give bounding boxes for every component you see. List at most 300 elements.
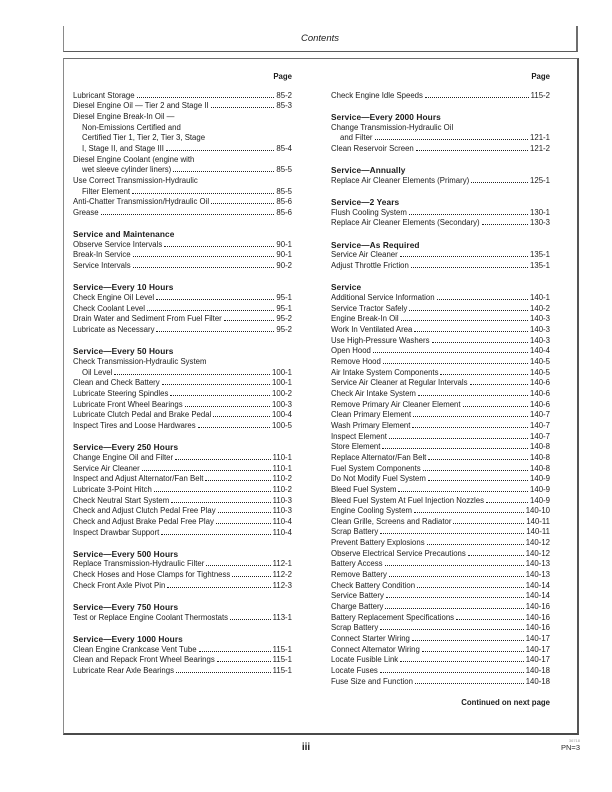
toc-entry-page: 85-6 (276, 197, 292, 207)
dot-leader (416, 149, 528, 151)
toc-entry-page: 135-1 (530, 261, 550, 271)
toc-entry-page: 110-4 (272, 527, 292, 537)
dot-leader (409, 309, 528, 311)
toc-entry (331, 378, 550, 389)
toc-entry (331, 410, 550, 421)
toc-entry-title: Check Hoses and Hose Clamps for Tightness (73, 570, 231, 580)
toc-entry-page: 113-1 (272, 612, 292, 622)
toc-blocks-left (73, 91, 292, 677)
toc-entry-title: Inspect and Adjust Alternator/Fan Belt (73, 474, 204, 484)
toc-section (331, 282, 550, 687)
dot-leader (171, 501, 270, 503)
toc-entry-title: Clean Grille, Screens and Radiator (331, 516, 452, 526)
toc-entry (73, 155, 292, 166)
toc-entry-page: 95-2 (276, 314, 292, 324)
toc-entry-title: Diesel Engine Coolant (engine with (73, 154, 195, 164)
toc-entry-page: 140-18 (525, 666, 550, 676)
toc-entry-title: Connect Starter Wiring (331, 634, 410, 644)
toc-entry-page: 112-1 (272, 559, 292, 569)
dot-leader (389, 575, 524, 577)
toc-entry (73, 389, 292, 400)
toc-entry-title: Service Battery (331, 591, 384, 601)
toc-entry (331, 464, 550, 475)
toc-entry-page: 140-6 (530, 388, 550, 398)
toc-entry-page: 140-13 (525, 570, 550, 580)
toc-entry-title: Check and Adjust Clutch Pedal Free Play (73, 506, 216, 516)
toc-entry-page: 140-7 (530, 420, 550, 430)
toc-entry-page: 121-2 (530, 143, 550, 153)
toc-entry-title: Test or Replace Engine Coolant Thermostats (73, 612, 229, 622)
toc-entry (331, 517, 550, 528)
toc-blocks-right (331, 91, 550, 688)
print-micro-code: 36718 (568, 738, 580, 743)
toc-entry (73, 485, 292, 496)
section-heading: Service—Every 250 Hours (73, 442, 179, 453)
toc-entry (73, 613, 292, 624)
dot-leader (401, 319, 528, 321)
dot-leader (132, 192, 274, 194)
dot-leader (385, 607, 523, 609)
toc-section (331, 91, 550, 102)
toc-section (73, 282, 292, 335)
dot-leader (471, 181, 528, 183)
toc-entry-page: 140-9 (530, 474, 550, 484)
toc-entry-title: Locate Fusible Link (331, 655, 399, 665)
toc-entry-title: Use Correct Transmission-Hydraulic (73, 175, 198, 185)
toc-entry (331, 421, 550, 432)
toc-entry-title: Inspect Drawbar Support (73, 527, 160, 537)
dot-leader (156, 330, 274, 332)
toc-entry-title: Replace Alternator/Fan Belt (331, 452, 427, 462)
toc-entry-page: 85-4 (276, 143, 292, 153)
toc-entry-title: Locate Fuses (331, 666, 378, 676)
dot-leader (211, 106, 275, 108)
toc-entry (331, 304, 550, 315)
dot-leader (161, 533, 270, 535)
toc-entry-page: 95-2 (276, 325, 292, 335)
dot-leader (422, 650, 524, 652)
toc-entry-page: 140-2 (530, 303, 550, 313)
toc-entry-page: 100-1 (272, 367, 292, 377)
dot-leader (380, 532, 524, 534)
toc-entry-title: Lubricant Storage (73, 90, 135, 100)
toc-entry-title: Check Neutral Start System (73, 495, 170, 505)
toc-entry-page: 140-8 (530, 452, 550, 462)
page-header (63, 26, 578, 52)
toc-entry (73, 506, 292, 517)
toc-entry-page: 110-3 (272, 506, 292, 516)
toc-entry (331, 602, 550, 613)
toc-entry-title: Service Tractor Safely (331, 303, 408, 313)
toc-section (73, 442, 292, 538)
toc-entry-title: Scrap Battery (331, 527, 379, 537)
toc-entry-title: Check Engine Idle Speeds (331, 90, 423, 100)
toc-entry-page: 140-9 (530, 484, 550, 494)
toc-entry-page: 140-3 (530, 335, 550, 345)
toc-entry (73, 655, 292, 666)
page-number: iii (301, 742, 311, 753)
toc-entry-page: 140-5 (530, 356, 550, 366)
toc-entry (73, 400, 292, 411)
toc-entry-page: 140-17 (525, 655, 550, 665)
toc-entry-title: Service Intervals (73, 261, 131, 271)
toc-entry (331, 250, 550, 261)
dot-leader (428, 479, 528, 481)
dot-leader (412, 639, 524, 641)
toc-entry-title: Store Element (331, 442, 381, 452)
toc-column-right (331, 72, 550, 709)
toc-entry-title: Air Intake System Components (331, 367, 439, 377)
toc-entry-title: Lubricate Steering Spindles (73, 388, 169, 398)
dot-leader (114, 373, 270, 375)
dot-leader (432, 341, 529, 343)
toc-entry-page: 140-11 (526, 527, 550, 537)
toc-entry-page: 115-2 (530, 90, 550, 100)
dot-leader (482, 223, 528, 225)
toc-entry (331, 527, 550, 538)
page-column-label: Page (531, 72, 550, 81)
toc-entry-title: Open Hood (331, 346, 371, 356)
toc-entry (331, 389, 550, 400)
toc-entry-page: 85-5 (276, 186, 292, 196)
dot-leader (380, 628, 523, 630)
toc-entry (73, 133, 292, 144)
toc-entry-page: 140-12 (525, 548, 550, 558)
toc-entry-title: Grease (73, 207, 99, 217)
toc-entry-title: Fuel System Components (331, 463, 421, 473)
toc-entry-title: Drain Water and Sediment From Fuel Filter (73, 314, 222, 324)
toc-section (73, 602, 292, 623)
toc-section (331, 165, 550, 186)
toc-entry-page: 140-11 (526, 516, 550, 526)
toc-entry (73, 293, 292, 304)
dot-leader (164, 245, 274, 247)
toc-entry-title: Wash Primary Element (331, 420, 411, 430)
dot-leader (412, 426, 528, 428)
toc-entry-page: 90-1 (276, 250, 292, 260)
toc-entry (331, 144, 550, 155)
toc-entry-title: Diesel Engine Break-In Oil — (73, 111, 175, 121)
toc-section (331, 112, 550, 155)
toc-section (73, 549, 292, 592)
toc-entry-page: 130-1 (530, 207, 550, 217)
dot-leader (156, 298, 274, 300)
dot-leader (133, 255, 275, 257)
section-heading: Service—Every 1000 Hours (73, 634, 183, 645)
toc-entry-title: Lubricate Front Wheel Bearings (73, 399, 183, 409)
toc-entry-page: 110-2 (272, 484, 292, 494)
dot-leader (147, 309, 274, 311)
toc-entry-page: 135-1 (530, 250, 550, 260)
dot-leader (375, 138, 529, 140)
toc-entry-page: 140-4 (530, 346, 550, 356)
toc-entry-title: Bleed Fuel System (331, 484, 397, 494)
toc-entry-title: Use High-Pressure Washers (331, 335, 430, 345)
dot-leader (440, 373, 528, 375)
dot-leader (386, 596, 524, 598)
toc-entry-title: Adjust Throttle Friction (331, 261, 409, 271)
toc-entry-title: Fuse Size and Function (331, 676, 413, 686)
toc-entry-page: 100-3 (272, 399, 292, 409)
dot-leader (142, 469, 271, 471)
dot-leader (185, 405, 270, 407)
toc-entry-title: Non-Emissions Certified and (82, 122, 181, 132)
toc-entry-page: 121-1 (530, 133, 550, 143)
dot-leader (162, 383, 270, 385)
toc-entry (331, 623, 550, 634)
toc-entry-page: 95-1 (276, 303, 292, 313)
toc-entry-title: Lubricate as Necessary (73, 325, 155, 335)
toc-entry-title: Clean Primary Element (331, 410, 412, 420)
dot-leader (428, 458, 528, 460)
toc-entry-title: Bleed Fuel System At Fuel Injection Nozzles (331, 495, 484, 505)
toc-entry-title: Scrap Battery (331, 623, 379, 633)
toc-entry-page: 140-5 (530, 367, 550, 377)
toc-entry (73, 570, 292, 581)
toc-entry (73, 474, 292, 485)
toc-entry (331, 176, 550, 187)
toc-entry-page: 140-8 (530, 463, 550, 473)
toc-entry-title: Inspect Element (331, 431, 387, 441)
toc-entry-title: Observe Electrical Service Precautions (331, 548, 466, 558)
toc-entry-title: Prevent Battery Explosions (331, 538, 425, 548)
toc-entry-title: Replace Air Cleaner Elements (Secondary) (331, 218, 480, 228)
toc-entry-page: 85-6 (276, 207, 292, 217)
toc-entry-page: 110-3 (272, 495, 292, 505)
toc-entry (331, 400, 550, 411)
toc-entry-title: Flush Cooling System (331, 207, 407, 217)
toc-entry-title: Oil Level (82, 367, 113, 377)
dot-leader (414, 330, 528, 332)
toc-entry-page: 95-1 (276, 293, 292, 303)
toc-entry-title: Anti-Chatter Transmission/Hydraulic Oil (73, 197, 210, 207)
dot-leader (453, 522, 524, 524)
section-heading: Service—As Required (331, 239, 420, 250)
section-heading: Service—Every 750 Hours (73, 602, 179, 613)
toc-entry-page: 140-13 (525, 559, 550, 569)
dot-leader (380, 671, 524, 673)
toc-entry (331, 91, 550, 102)
toc-entry-page: 140-17 (525, 644, 550, 654)
dot-leader (167, 586, 270, 588)
toc-entry-page: 110-1 (272, 463, 292, 473)
dot-leader (224, 319, 275, 321)
toc-entry-page: 140-3 (530, 314, 550, 324)
toc-entry-title: Filter Element (82, 186, 131, 196)
toc-section (73, 229, 292, 272)
toc-entry-page: 85-3 (276, 101, 292, 111)
toc-entry-title: Battery Access (331, 559, 383, 569)
dot-leader (437, 298, 528, 300)
toc-entry (73, 496, 292, 507)
toc-entry (73, 410, 292, 421)
toc-entry-page: 110-2 (272, 474, 292, 484)
dot-leader (470, 383, 529, 385)
toc-entry (331, 549, 550, 560)
toc-entry-page: 140-1 (530, 293, 550, 303)
print-codes (561, 738, 580, 752)
toc-entry (73, 176, 292, 187)
toc-entry-title: Remove Battery (331, 570, 387, 580)
dot-leader (154, 490, 271, 492)
toc-entry (73, 421, 292, 432)
dot-leader (173, 170, 274, 172)
toc-section (73, 346, 292, 431)
dot-leader (383, 362, 528, 364)
toc-entry (331, 357, 550, 368)
dot-leader (175, 458, 271, 460)
toc-entry-page: 140-18 (525, 676, 550, 686)
toc-entry-page: 140-10 (525, 506, 550, 516)
toc-entry-title: Check Battery Condition (331, 580, 416, 590)
contents-box (63, 58, 579, 735)
toc-entry-page: 140-6 (530, 399, 550, 409)
toc-entry (73, 144, 292, 155)
toc-entry (73, 357, 292, 368)
dot-leader (463, 405, 528, 407)
section-heading: Service—Every 500 Hours (73, 548, 179, 559)
toc-entry (73, 240, 292, 251)
toc-entry (73, 304, 292, 315)
toc-entry (331, 325, 550, 336)
toc-entry-title: and Filter (340, 133, 373, 143)
toc-entry (331, 208, 550, 219)
toc-entry (73, 325, 292, 336)
dot-leader (101, 213, 275, 215)
toc-entry (331, 314, 550, 325)
dot-leader (389, 437, 528, 439)
dot-leader (417, 586, 524, 588)
section-heading: Service—Annually (331, 165, 406, 176)
toc-entry (73, 208, 292, 219)
dot-leader (211, 202, 274, 204)
toc-entry (331, 559, 550, 570)
toc-entry-title: Lubricate Rear Axle Bearings (73, 665, 174, 675)
toc-column-left (73, 72, 292, 677)
toc-entry (73, 101, 292, 112)
dot-leader (170, 394, 270, 396)
page-header-title: Contents (300, 33, 340, 44)
toc-section (331, 240, 550, 272)
toc-entry-title: Check and Adjust Brake Pedal Free Play (73, 516, 214, 526)
toc-entry-title: Check Air Intake System (331, 388, 416, 398)
toc-entry (331, 506, 550, 517)
section-heading: Service—2 Years (331, 197, 400, 208)
dot-leader (423, 469, 528, 471)
toc-entry-title: Lubricate 3-Point Hitch (73, 484, 152, 494)
toc-entry-title: Diesel Engine Oil — Tier 2 and Stage II (73, 101, 209, 111)
toc-entry (331, 666, 550, 677)
toc-entry-page: 140-3 (530, 325, 550, 335)
dot-leader (217, 660, 271, 662)
toc-entry (73, 368, 292, 379)
dot-leader (198, 426, 270, 428)
dot-leader (385, 564, 524, 566)
toc-entry-title: Clean Reservoir Screen (331, 143, 414, 153)
toc-entry (73, 112, 292, 123)
toc-entry-page: 90-2 (276, 261, 292, 271)
toc-entry (331, 453, 550, 464)
section-heading: Service—Every 2000 Hours (331, 111, 441, 122)
dot-leader (456, 618, 524, 620)
toc-entry (73, 378, 292, 389)
toc-entry-page: 85-5 (276, 165, 292, 175)
toc-entry-page: 140-16 (525, 612, 550, 622)
dot-leader (415, 682, 524, 684)
dot-leader (409, 213, 528, 215)
toc-entry-title: Check Front Axle Pivot Pin (73, 580, 166, 590)
toc-entry-title: Inspect Tires and Loose Hardwares (73, 420, 196, 430)
toc-entry-page: 85-2 (276, 90, 292, 100)
toc-entry (331, 133, 550, 144)
section-heading: Service and Maintenance (73, 229, 175, 240)
toc-section (73, 91, 292, 219)
toc-entry-title: Battery Replacement Specifications (331, 612, 455, 622)
toc-entry-page: 140-7 (530, 410, 550, 420)
toc-entry-page: 110-1 (272, 452, 292, 462)
toc-entry-title: Remove Hood (331, 356, 381, 366)
toc-entry (73, 261, 292, 272)
toc-entry-title: Clean Engine Crankcase Vent Tube (73, 644, 197, 654)
toc-entry (331, 655, 550, 666)
toc-entry (331, 677, 550, 688)
toc-entry (73, 187, 292, 198)
toc-entry (331, 442, 550, 453)
toc-entry (73, 91, 292, 102)
toc-entry (331, 570, 550, 581)
dot-leader (206, 564, 270, 566)
toc-section (73, 634, 292, 677)
section-heading: Service (331, 282, 362, 293)
toc-entry-title: Replace Air Cleaner Elements (Primary) (331, 175, 470, 185)
toc-entry-page: 140-14 (525, 591, 550, 601)
toc-entry-page: 115-1 (272, 665, 292, 675)
dot-leader (218, 511, 271, 513)
toc-entry (331, 538, 550, 549)
toc-entry (331, 293, 550, 304)
toc-entry-page: 140-7 (530, 431, 550, 441)
toc-entry-page: 90-1 (276, 239, 292, 249)
toc-entry-page: 112-3 (272, 580, 292, 590)
toc-entry (331, 591, 550, 602)
toc-entry-page: 130-3 (530, 218, 550, 228)
dot-leader (427, 543, 524, 545)
toc-entry (73, 559, 292, 570)
toc-entry-title: Service Air Cleaner at Regular Intervals (331, 378, 468, 388)
toc-entry-title: Service Air Cleaner (331, 250, 398, 260)
page-column-label: Page (273, 72, 292, 81)
toc-entry-page: 140-8 (530, 442, 550, 452)
toc-entry-title: Lubricate Clutch Pedal and Brake Pedal (73, 410, 212, 420)
toc-entry-page: 100-1 (272, 378, 292, 388)
dot-leader (468, 554, 524, 556)
dot-leader (400, 255, 528, 257)
toc-entry-title: Break-In Service (73, 250, 131, 260)
toc-entry (73, 123, 292, 134)
toc-entry-page: 100-2 (272, 388, 292, 398)
toc-entry-title: Work In Ventilated Area (331, 325, 413, 335)
section-heading: Service—Every 50 Hours (73, 346, 174, 357)
toc-entry (331, 613, 550, 624)
toc-entry (73, 645, 292, 656)
toc-entry-title: Do Not Modify Fuel System (331, 474, 426, 484)
toc-entry-page: 140-16 (525, 602, 550, 612)
toc-entry (73, 453, 292, 464)
dot-leader (373, 351, 528, 353)
toc-entry-title: wet sleeve cylinder liners) (82, 165, 172, 175)
toc-entry-title: Check Coolant Level (73, 303, 145, 313)
toc-entry-page: 115-1 (272, 655, 292, 665)
